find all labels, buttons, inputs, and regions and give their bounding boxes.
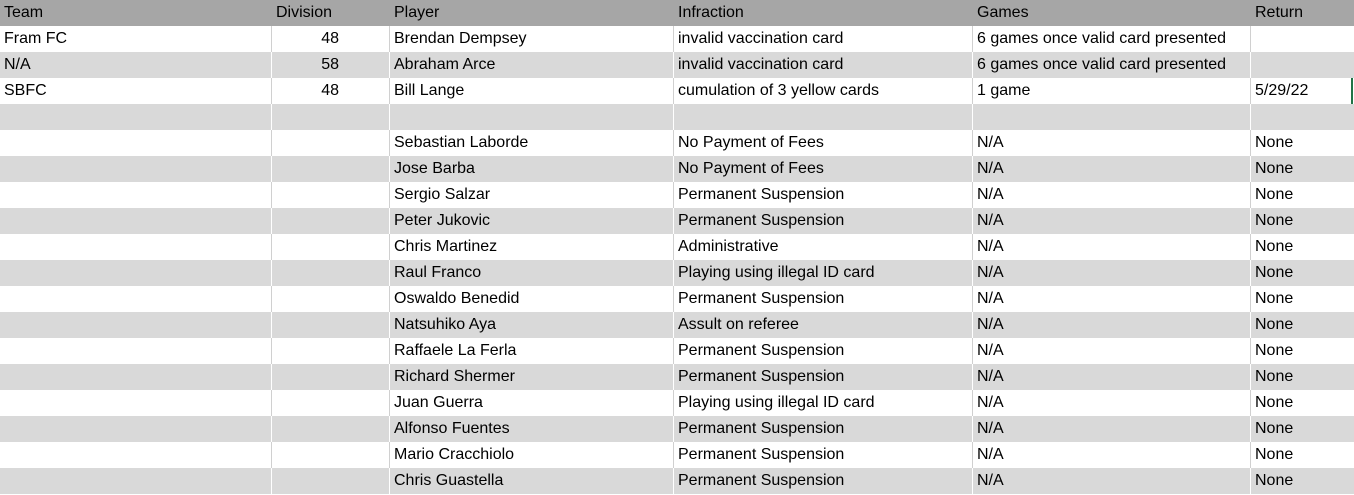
table-row bbox=[0, 390, 1354, 416]
table-row bbox=[0, 78, 1354, 104]
cell-infraction[interactable]: Permanent Suspension bbox=[674, 468, 973, 494]
cell-games[interactable]: N/A bbox=[973, 442, 1251, 468]
cell-division[interactable]: 48 bbox=[272, 78, 390, 104]
cell-infraction[interactable]: Permanent Suspension bbox=[674, 338, 973, 364]
table-row bbox=[0, 234, 1354, 260]
cell-return[interactable]: None bbox=[1251, 208, 1354, 234]
cell-player[interactable]: Peter Jukovic bbox=[390, 208, 674, 234]
cell-player[interactable]: Brendan Dempsey bbox=[390, 26, 674, 52]
cell-division[interactable] bbox=[272, 442, 390, 468]
header-team[interactable]: Team bbox=[0, 0, 272, 26]
cell-division[interactable] bbox=[272, 338, 390, 364]
cell-team[interactable] bbox=[0, 416, 272, 442]
cell-team[interactable] bbox=[0, 208, 272, 234]
table-row bbox=[0, 26, 1354, 52]
cell-division[interactable] bbox=[272, 156, 390, 182]
cell-infraction[interactable]: Permanent Suspension bbox=[674, 364, 973, 390]
table-row bbox=[0, 130, 1354, 156]
cell-games[interactable]: N/A bbox=[973, 208, 1251, 234]
cell-player[interactable]: Richard Shermer bbox=[390, 364, 674, 390]
cell-division[interactable] bbox=[272, 208, 390, 234]
cell-player[interactable] bbox=[390, 104, 674, 130]
cell-team[interactable] bbox=[0, 130, 272, 156]
cell-games[interactable]: N/A bbox=[973, 364, 1251, 390]
cell-games[interactable]: 6 games once valid card presented bbox=[973, 26, 1251, 52]
cell-division[interactable] bbox=[272, 260, 390, 286]
cell-team[interactable] bbox=[0, 286, 272, 312]
table-row bbox=[0, 468, 1354, 494]
cell-team[interactable] bbox=[0, 390, 272, 416]
table-row bbox=[0, 338, 1354, 364]
cell-team[interactable] bbox=[0, 312, 272, 338]
cell-player[interactable]: Sergio Salzar bbox=[390, 182, 674, 208]
cell-games[interactable]: N/A bbox=[973, 156, 1251, 182]
cell-return[interactable]: None bbox=[1251, 468, 1354, 494]
cell-infraction[interactable]: Administrative bbox=[674, 234, 973, 260]
cell-infraction[interactable]: Assult on referee bbox=[674, 312, 973, 338]
cell-return[interactable]: None bbox=[1255, 446, 1294, 463]
cell-infraction[interactable]: Permanent Suspension bbox=[674, 442, 973, 468]
cell-team[interactable] bbox=[0, 468, 272, 494]
cell-return[interactable]: None bbox=[1251, 156, 1354, 182]
cell-division[interactable] bbox=[272, 130, 390, 156]
cell-team[interactable]: N/A bbox=[0, 52, 272, 78]
cell-division[interactable]: 58 bbox=[272, 52, 390, 78]
cell-player[interactable]: Juan Guerra bbox=[390, 390, 674, 416]
cell-player[interactable]: Mario Cracchiolo bbox=[390, 442, 674, 468]
cell-infraction[interactable]: invalid vaccination card bbox=[674, 52, 973, 78]
cell-team[interactable] bbox=[0, 104, 272, 130]
cell-division[interactable]: 48 bbox=[272, 26, 390, 52]
cell-infraction[interactable]: Permanent Suspension bbox=[674, 286, 973, 312]
cell-player[interactable]: Natsuhiko Aya bbox=[390, 312, 674, 338]
cell-player[interactable]: Oswaldo Benedid bbox=[390, 286, 674, 312]
table-row bbox=[0, 312, 1354, 338]
cell-games[interactable]: 6 games once valid card presented bbox=[973, 52, 1251, 78]
cell-return[interactable]: None bbox=[1251, 416, 1354, 442]
cell-team[interactable] bbox=[0, 156, 272, 182]
cell-return[interactable]: None bbox=[1251, 312, 1354, 338]
cell-team[interactable] bbox=[0, 442, 272, 468]
cell-player[interactable]: Chris Martinez bbox=[390, 234, 674, 260]
cell-infraction[interactable]: No Payment of Fees bbox=[674, 156, 973, 182]
cell-division[interactable] bbox=[272, 182, 390, 208]
cell-games[interactable]: N/A bbox=[973, 312, 1251, 338]
header-games[interactable]: Games bbox=[973, 0, 1251, 26]
cell-player[interactable]: Bill Lange bbox=[390, 78, 674, 104]
cell-team[interactable]: SBFC bbox=[0, 78, 272, 104]
cell-games[interactable]: N/A bbox=[973, 182, 1251, 208]
cell-infraction[interactable]: Permanent Suspension bbox=[674, 208, 973, 234]
cell-return[interactable]: 5/29/22 bbox=[1255, 82, 1309, 99]
header-infraction[interactable]: Infraction bbox=[674, 0, 973, 26]
cell-return[interactable]: None bbox=[1255, 394, 1294, 411]
cell-infraction[interactable]: Playing using illegal ID card bbox=[674, 390, 973, 416]
header-row bbox=[0, 0, 1354, 26]
cell-team[interactable]: Fram FC bbox=[0, 26, 272, 52]
cell-return[interactable]: None bbox=[1255, 134, 1294, 151]
cell-games[interactable]: N/A bbox=[973, 286, 1251, 312]
cell-return[interactable] bbox=[1251, 104, 1354, 130]
cell-division[interactable] bbox=[272, 416, 390, 442]
cell-division[interactable] bbox=[272, 364, 390, 390]
cell-games[interactable]: 1 game bbox=[973, 78, 1251, 104]
cell-division[interactable] bbox=[272, 234, 390, 260]
cell-team[interactable] bbox=[0, 182, 272, 208]
table-row bbox=[0, 104, 1354, 130]
cell-games[interactable]: N/A bbox=[973, 260, 1251, 286]
cell-games[interactable]: N/A bbox=[973, 468, 1251, 494]
cell-infraction[interactable]: No Payment of Fees bbox=[674, 130, 973, 156]
table-row bbox=[0, 260, 1354, 286]
cell-team[interactable] bbox=[0, 338, 272, 364]
cell-return[interactable]: None bbox=[1251, 260, 1354, 286]
table-row bbox=[0, 52, 1354, 78]
header-player[interactable]: Player bbox=[390, 0, 674, 26]
cell-player[interactable]: Jose Barba bbox=[390, 156, 674, 182]
cell-team[interactable] bbox=[0, 364, 272, 390]
cell-division[interactable] bbox=[272, 286, 390, 312]
table-body bbox=[0, 26, 1354, 494]
cell-player[interactable]: Chris Guastella bbox=[390, 468, 674, 494]
cell-team[interactable] bbox=[0, 260, 272, 286]
cell-infraction[interactable]: cumulation of 3 yellow cards bbox=[674, 78, 973, 104]
cell-infraction[interactable]: Permanent Suspension bbox=[674, 416, 973, 442]
cell-games[interactable]: N/A bbox=[973, 130, 1251, 156]
cell-player[interactable]: Alfonso Fuentes bbox=[390, 416, 674, 442]
cell-infraction[interactable]: Permanent Suspension bbox=[674, 182, 973, 208]
cell-division[interactable] bbox=[272, 468, 390, 494]
cell-return[interactable] bbox=[1251, 52, 1354, 78]
cell-division[interactable] bbox=[272, 390, 390, 416]
table-row bbox=[0, 156, 1354, 182]
cell-player[interactable]: Abraham Arce bbox=[390, 52, 674, 78]
cell-team[interactable] bbox=[0, 234, 272, 260]
table-row bbox=[0, 182, 1354, 208]
table-row bbox=[0, 286, 1354, 312]
cell-return[interactable]: None bbox=[1255, 238, 1294, 255]
cell-return[interactable]: None bbox=[1255, 186, 1294, 203]
table-row bbox=[0, 442, 1354, 468]
table-row bbox=[0, 364, 1354, 390]
cell-infraction[interactable]: invalid vaccination card bbox=[674, 26, 973, 52]
header-division[interactable]: Division bbox=[272, 0, 390, 26]
header-return[interactable]: Return bbox=[1251, 0, 1354, 26]
table-row bbox=[0, 416, 1354, 442]
cell-player[interactable]: Sebastian Laborde bbox=[390, 130, 674, 156]
cell-player[interactable]: Raul Franco bbox=[390, 260, 674, 286]
cell-infraction[interactable]: Playing using illegal ID card bbox=[674, 260, 973, 286]
cell-games[interactable]: N/A bbox=[973, 234, 1251, 260]
cell-games[interactable]: N/A bbox=[973, 416, 1251, 442]
table-row bbox=[0, 208, 1354, 234]
cell-return[interactable]: None bbox=[1255, 342, 1294, 359]
selected-cell-edge bbox=[1351, 78, 1353, 104]
cell-games[interactable]: N/A bbox=[973, 390, 1251, 416]
cell-player[interactable]: Raffaele La Ferla bbox=[390, 338, 674, 364]
cell-games[interactable] bbox=[973, 104, 1251, 130]
cell-division[interactable] bbox=[272, 312, 390, 338]
cell-return[interactable]: None bbox=[1251, 364, 1354, 390]
cell-division[interactable] bbox=[272, 104, 390, 130]
cell-infraction[interactable] bbox=[674, 104, 973, 130]
cell-return[interactable] bbox=[1251, 26, 1354, 52]
cell-return[interactable]: None bbox=[1255, 290, 1294, 307]
cell-games[interactable]: N/A bbox=[973, 338, 1251, 364]
